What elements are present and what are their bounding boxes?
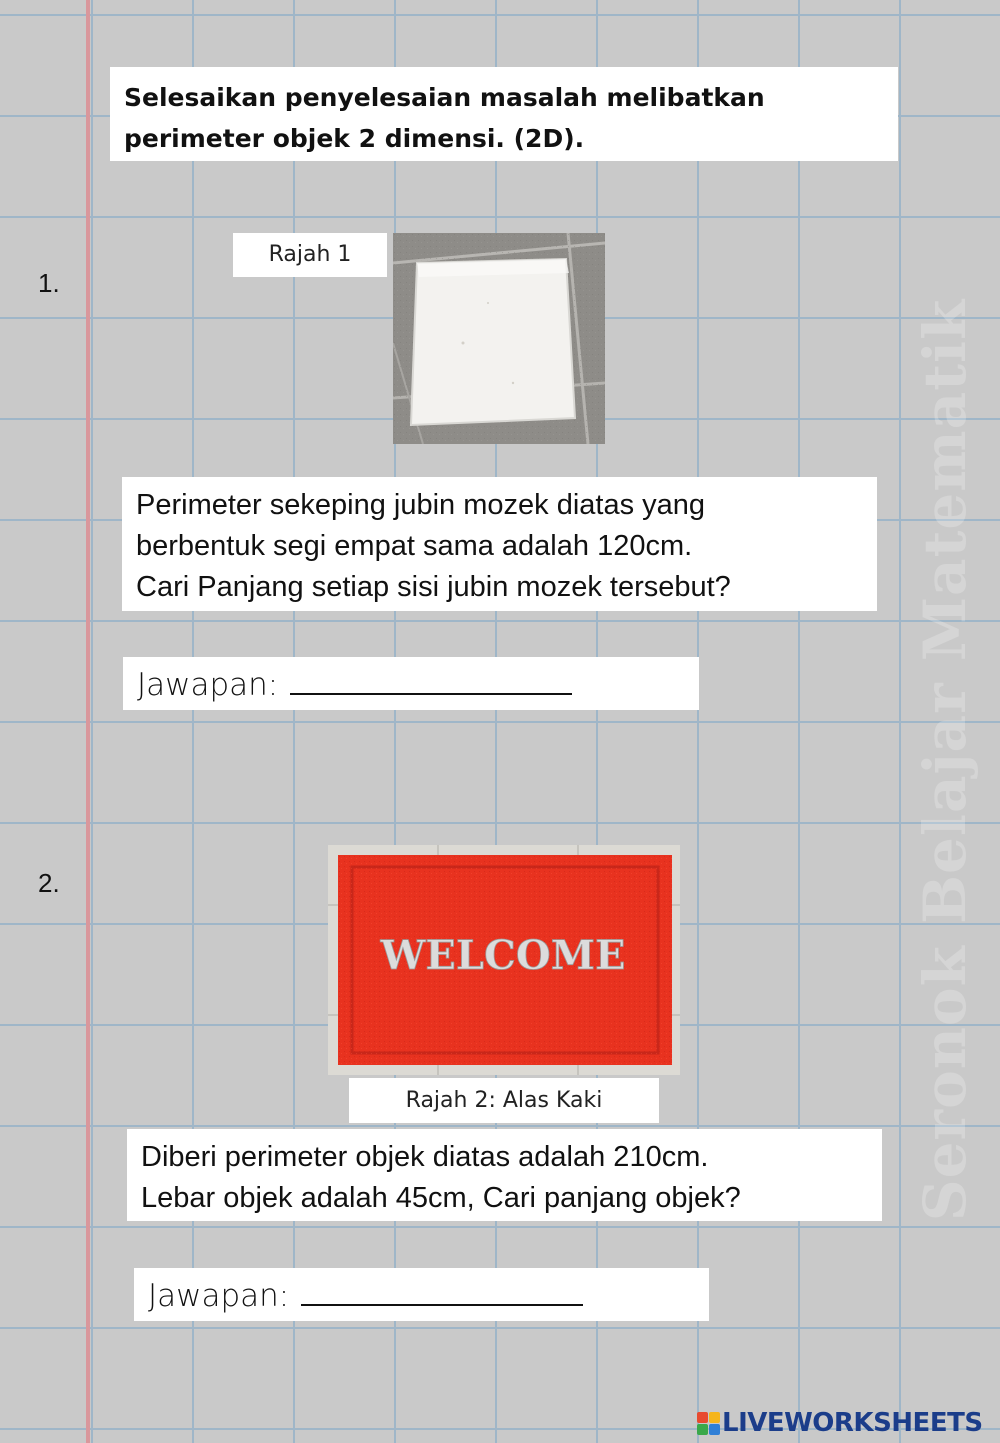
question-2-line-1: Diberi perimeter objek diatas adalah 210cm. [141,1141,709,1173]
figure-1-tile-photo [393,233,605,444]
question-1-line-2: berbentuk segi empat sama adalah 120cm. [136,530,693,562]
question-2-line-2: Lebar objek adalah 45cm, Cari panjang objek? [141,1182,741,1214]
answer-1-input[interactable] [290,663,572,695]
figure-2-mat-photo [328,845,680,1075]
question-1-line-1: Perimeter sekeping jubin mozek diatas yang [136,489,706,521]
margin-line [86,0,90,1443]
answer-2-label: Jawapan: [148,1278,290,1314]
answer-2-input[interactable] [301,1274,583,1306]
question-2-number: 2. [38,868,60,898]
instruction-line-1: Selesaikan penyelesaian masalah melibatkan [124,83,765,112]
mat-welcome-text: WELCOME [380,932,626,979]
question-1-text-box [122,477,877,611]
mat-photo-graphic [328,845,680,1075]
liveworksheets-logo-icon [697,1412,720,1435]
figure-1-caption: Rajah 1 [233,233,387,277]
tile-photo-graphic [393,233,605,444]
answer-1-label: Jawapan: [137,667,279,703]
question-2-text-box [127,1129,882,1221]
answer-1-box [123,657,699,710]
watermark: Seronok Belajar Matematik [911,298,979,1222]
liveworksheets-logo-text: LIVEWORKSHEETS [722,1408,983,1438]
liveworksheets-logo [697,1408,983,1438]
figure-2-caption: Rajah 2: Alas Kaki [349,1078,659,1123]
instruction-line-2: perimeter objek 2 dimensi. (2D). [124,124,585,153]
question-1-number: 1. [38,268,60,298]
question-1-line-3: Cari Panjang setiap sisi jubin mozek tersebut? [136,571,731,603]
answer-2-box [134,1268,709,1321]
instruction-box [110,67,898,161]
